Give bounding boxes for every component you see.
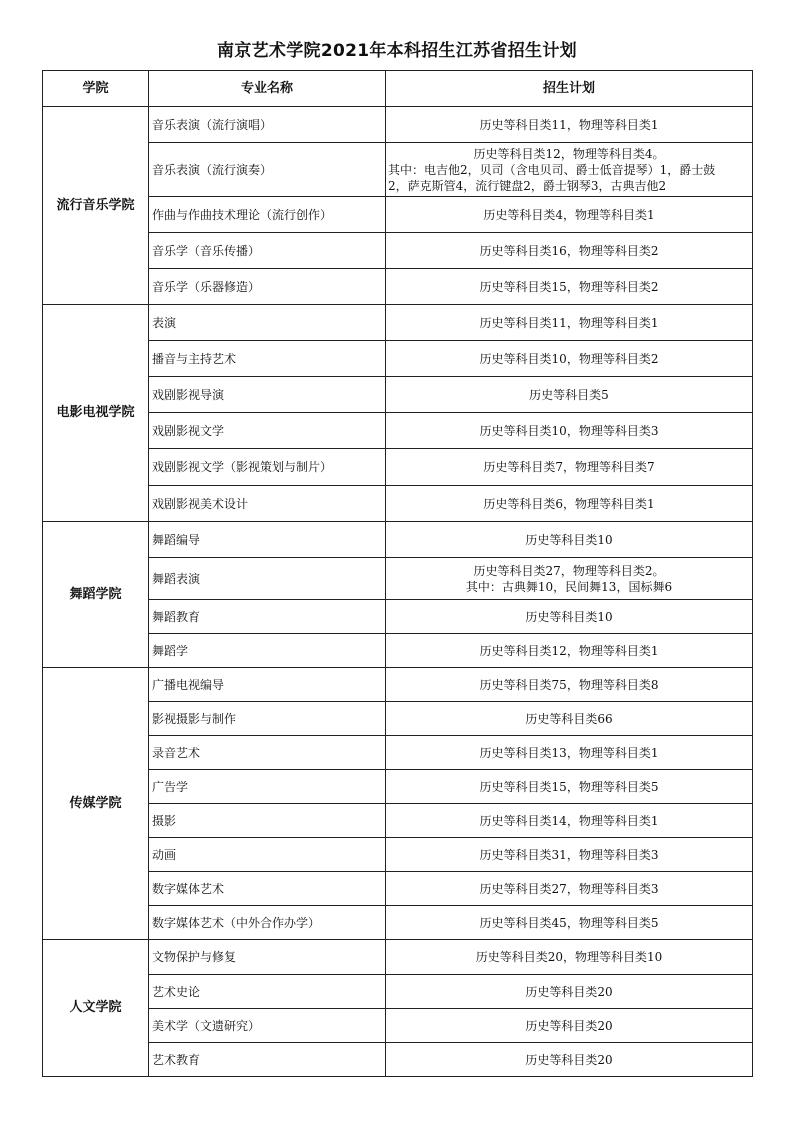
major-name: 表演 bbox=[149, 305, 386, 341]
enrollment-plan bbox=[386, 197, 753, 233]
table-row bbox=[43, 702, 753, 736]
table-row bbox=[43, 377, 753, 413]
enrollment-plan bbox=[386, 872, 753, 906]
plan-line: 历史等科目类75，物理等科目类8 bbox=[479, 677, 659, 692]
major-name: 音乐学（音乐传播） bbox=[149, 233, 386, 269]
enrollment-plan bbox=[386, 341, 753, 377]
enrollment-plan bbox=[386, 1043, 753, 1077]
major-name: 广告学 bbox=[149, 770, 386, 804]
table-row bbox=[43, 269, 753, 305]
major-name: 艺术史论 bbox=[149, 975, 386, 1009]
major-name: 戏剧影视文学 bbox=[149, 413, 386, 449]
major-name: 戏剧影视导演 bbox=[149, 377, 386, 413]
college-name: 传媒学院 bbox=[43, 668, 149, 940]
enrollment-plan bbox=[386, 558, 753, 600]
plan-line: 历史等科目类10 bbox=[525, 609, 613, 624]
table-row bbox=[43, 634, 753, 668]
major-name: 音乐学（乐器修造） bbox=[149, 269, 386, 305]
major-name: 音乐表演（流行演奏） bbox=[149, 143, 386, 197]
major-name: 文物保护与修复 bbox=[149, 940, 386, 975]
table-row bbox=[43, 838, 753, 872]
header-plan: 招生计划 bbox=[386, 71, 753, 107]
major-name: 舞蹈教育 bbox=[149, 600, 386, 634]
plan-line: 历史等科目类11，物理等科目类1 bbox=[479, 315, 659, 330]
plan-line: 历史等科目类4，物理等科目类1 bbox=[483, 207, 655, 222]
plan-line: 历史等科目类7，物理等科目类7 bbox=[483, 460, 655, 474]
major-name: 艺术教育 bbox=[149, 1043, 386, 1077]
major-name: 舞蹈表演 bbox=[149, 558, 386, 600]
plan-line: 历史等科目类27，物理等科目类3 bbox=[479, 881, 659, 896]
enrollment-plan bbox=[386, 770, 753, 804]
header-major: 专业名称 bbox=[149, 71, 386, 107]
plan-line: 历史等科目类13，物理等科目类1 bbox=[479, 745, 659, 760]
plan-line: 历史等科目类15，物理等科目类2 bbox=[479, 279, 659, 294]
enrollment-plan bbox=[386, 413, 753, 449]
college-name: 人文学院 bbox=[43, 940, 149, 1077]
table-row bbox=[43, 341, 753, 377]
plan-line: 历史等科目类12，物理等科目类1 bbox=[479, 643, 659, 658]
major-name: 摄影 bbox=[149, 804, 386, 838]
enrollment-plan bbox=[386, 804, 753, 838]
enrollment-plan bbox=[386, 668, 753, 702]
table-row bbox=[43, 736, 753, 770]
enrollment-plan bbox=[386, 975, 753, 1009]
table-row bbox=[43, 872, 753, 906]
table-body bbox=[43, 107, 753, 1077]
major-name: 作曲与作曲技术理论（流行创作） bbox=[149, 197, 386, 233]
major-name: 广播电视编导 bbox=[149, 668, 386, 702]
header-college: 学院 bbox=[43, 71, 149, 107]
table-row bbox=[43, 668, 753, 702]
table-row bbox=[43, 558, 753, 600]
table-row bbox=[43, 1009, 753, 1043]
table-row bbox=[43, 600, 753, 634]
table-row bbox=[43, 305, 753, 341]
enrollment-plan-table bbox=[42, 70, 753, 1077]
plan-line: 2，萨克斯管4，流行键盘2，爵士钢琴3，古典吉他2 bbox=[388, 178, 667, 193]
plan-line: 其中：古典舞10，民间舞13，国标舞6 bbox=[465, 579, 673, 594]
table-row bbox=[43, 770, 753, 804]
plan-line: 历史等科目类10，物理等科目类3 bbox=[479, 423, 659, 438]
table-row bbox=[43, 413, 753, 449]
table-row bbox=[43, 143, 753, 197]
plan-line: 历史等科目类5 bbox=[529, 387, 609, 402]
enrollment-plan bbox=[386, 269, 753, 305]
plan-line: 历史等科目类66 bbox=[525, 711, 613, 726]
enrollment-plan bbox=[386, 486, 753, 522]
college-name: 舞蹈学院 bbox=[43, 522, 149, 668]
enrollment-plan bbox=[386, 1009, 753, 1043]
major-name: 录音艺术 bbox=[149, 736, 386, 770]
major-name: 播音与主持艺术 bbox=[149, 341, 386, 377]
enrollment-plan bbox=[386, 377, 753, 413]
enrollment-plan bbox=[386, 736, 753, 770]
enrollment-plan bbox=[386, 702, 753, 736]
major-name: 数字媒体艺术（中外合作办学） bbox=[149, 906, 386, 940]
major-name: 舞蹈学 bbox=[149, 634, 386, 668]
major-name: 戏剧影视美术设计 bbox=[149, 486, 386, 522]
plan-line: 历史等科目类10，物理等科目类2 bbox=[479, 351, 659, 366]
table-row bbox=[43, 804, 753, 838]
enrollment-plan bbox=[386, 940, 753, 975]
plan-line: 历史等科目类45，物理等科目类5 bbox=[479, 915, 659, 930]
enrollment-plan bbox=[386, 838, 753, 872]
major-name: 舞蹈编导 bbox=[149, 522, 386, 558]
plan-line: 历史等科目类27，物理等科目类2。 bbox=[473, 563, 665, 578]
table-row bbox=[43, 107, 753, 143]
enrollment-plan bbox=[386, 233, 753, 269]
plan-line: 历史等科目类10 bbox=[525, 532, 613, 547]
major-name: 动画 bbox=[149, 838, 386, 872]
enrollment-plan bbox=[386, 305, 753, 341]
plan-line: 历史等科目类20 bbox=[525, 984, 613, 999]
plan-line: 历史等科目类11，物理等科目类1 bbox=[479, 117, 659, 132]
college-name: 电影电视学院 bbox=[43, 305, 149, 522]
major-name: 戏剧影视文学（影视策划与制片） bbox=[149, 449, 386, 486]
plan-line: 历史等科目类12，物理等科目类4。 bbox=[473, 146, 665, 161]
enrollment-plan bbox=[386, 449, 753, 486]
plan-line: 历史等科目类16，物理等科目类2 bbox=[479, 243, 659, 258]
major-name: 音乐表演（流行演唱） bbox=[149, 107, 386, 143]
page-title: 南京艺术学院2021年本科招生江苏省招生计划 bbox=[217, 41, 577, 61]
table-row bbox=[43, 449, 753, 486]
major-name: 影视摄影与制作 bbox=[149, 702, 386, 736]
table-row bbox=[43, 233, 753, 269]
enrollment-plan bbox=[386, 600, 753, 634]
plan-line: 历史等科目类14，物理等科目类1 bbox=[479, 813, 659, 828]
major-name: 数字媒体艺术 bbox=[149, 872, 386, 906]
table-row bbox=[43, 486, 753, 522]
plan-line: 历史等科目类31，物理等科目类3 bbox=[479, 847, 659, 862]
table-row bbox=[43, 522, 753, 558]
plan-line: 历史等科目类20 bbox=[525, 1052, 613, 1067]
table-header-row bbox=[43, 71, 753, 107]
table-row bbox=[43, 197, 753, 233]
enrollment-plan bbox=[386, 107, 753, 143]
table-row bbox=[43, 940, 753, 975]
enrollment-plan bbox=[386, 634, 753, 668]
plan-line: 历史等科目类6，物理等科目类1 bbox=[483, 496, 655, 511]
plan-line: 其中：电吉他2，贝司（含电贝司、爵士低音提琴）1，爵士鼓 bbox=[388, 162, 716, 177]
major-name: 美术学（文遗研究） bbox=[149, 1009, 386, 1043]
table-row bbox=[43, 906, 753, 940]
plan-line: 历史等科目类15，物理等科目类5 bbox=[479, 779, 659, 794]
plan-line: 历史等科目类20，物理等科目类10 bbox=[475, 950, 663, 964]
college-name: 流行音乐学院 bbox=[43, 107, 149, 305]
table-row bbox=[43, 975, 753, 1009]
enrollment-plan bbox=[386, 143, 753, 197]
enrollment-plan bbox=[386, 906, 753, 940]
plan-line: 历史等科目类20 bbox=[525, 1018, 613, 1033]
table-row bbox=[43, 1043, 753, 1077]
enrollment-plan bbox=[386, 522, 753, 558]
